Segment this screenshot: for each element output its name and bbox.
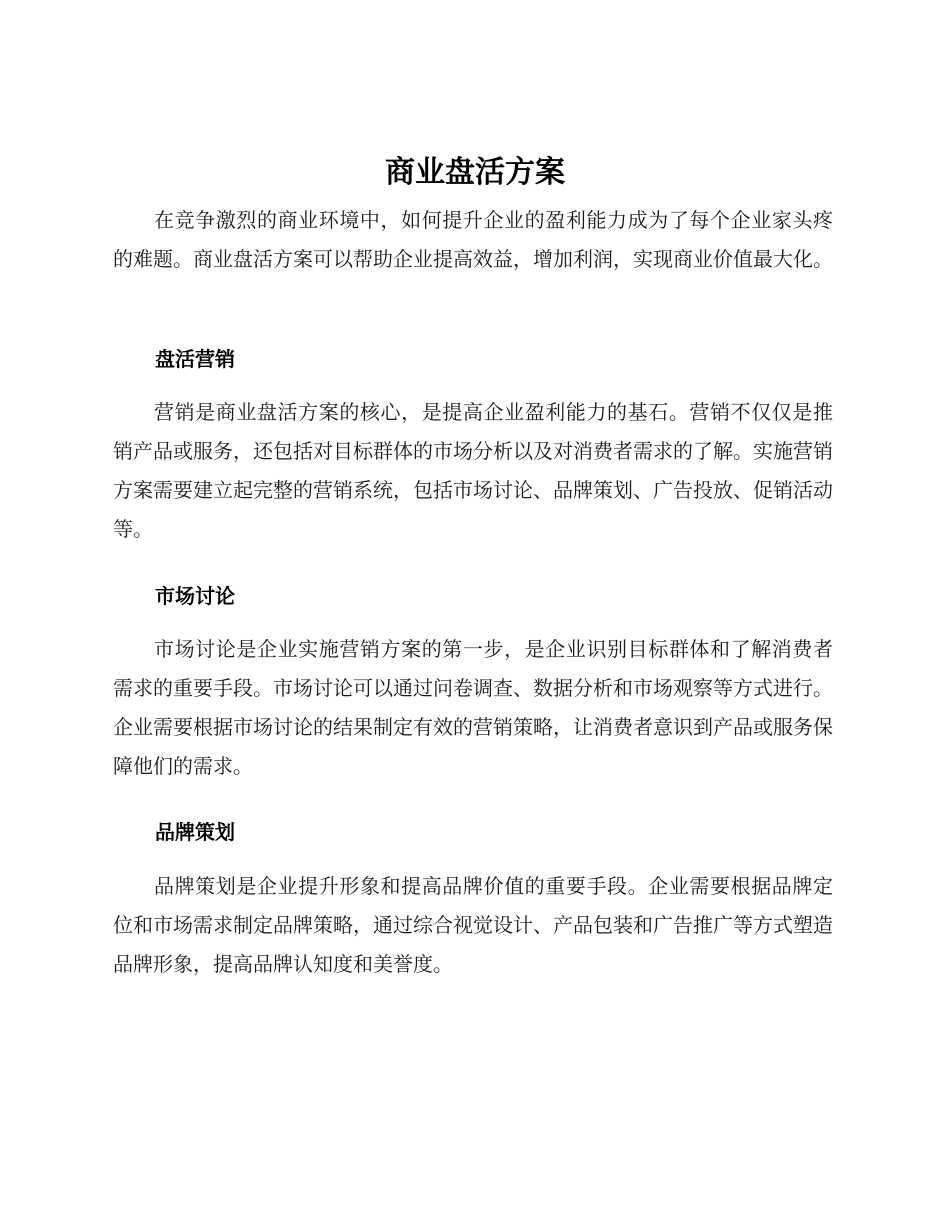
- document-title: 商业盘活方案: [385, 155, 565, 190]
- intro-paragraph: 在竞争激烈的商业环境中，如何提升企业的盈利能力成为了每个企业家头疼的难题。商业盘活方案可以帮助企业提高效益，增加利润，实现商业价值最大化。: [113, 208, 833, 271]
- section-body-market-discussion: 市场讨论是企业实施营销方案的第一步，是企业识别目标群体和了解消费者需求的重要手段。市场讨论可以通过问卷调查、数据分析和市场观察等方式进行。企业需要根据市场讨论的结果制定有效的营销策略，让消费者意识到产品或服务保障他们的需求。: [113, 637, 833, 778]
- section-body-marketing: 营销是商业盘活方案的核心，是提高企业盈利能力的基石。营销不仅仅是推销产品或服务，还包括对目标群体的市场分析以及对消费者需求的了解。实施营销方案需要建立起完整的营销系统，包括市场讨论、品牌策划、广告投放、促销活动等。: [113, 400, 833, 541]
- section-body-brand-planning: 品牌策划是企业提升形象和提高品牌价值的重要手段。企业需要根据品牌定位和市场需求制定品牌策略，通过综合视觉设计、产品包装和广告推广等方式塑造品牌形象，提高品牌认知度和美誉度。: [113, 874, 833, 976]
- section-heading-market-discussion: 市场讨论: [155, 584, 235, 608]
- section-heading-marketing: 盘活营销: [155, 347, 235, 371]
- section-heading-brand-planning: 品牌策划: [155, 820, 235, 844]
